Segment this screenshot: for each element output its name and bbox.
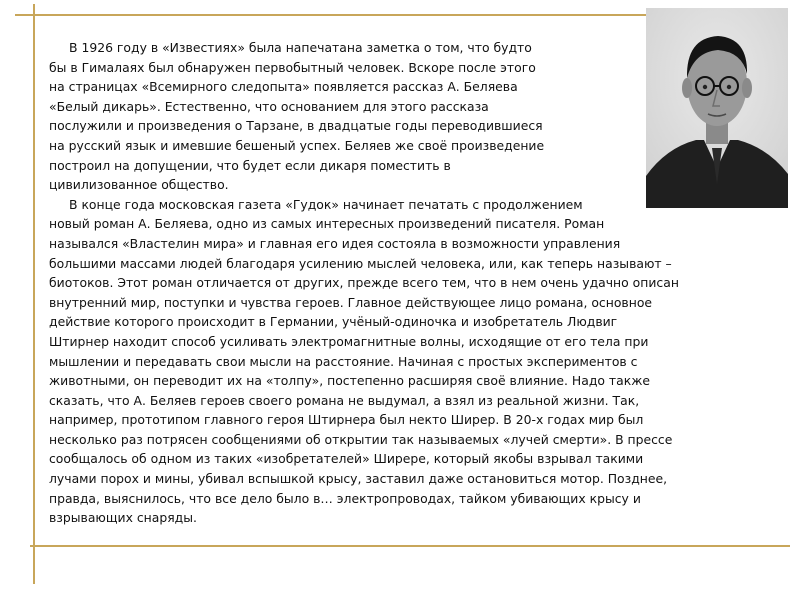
text-line: «Белый дикарь». Естественно, что основанием для этого рассказа bbox=[49, 98, 489, 114]
article-text bbox=[49, 38, 794, 528]
top-accent-rule bbox=[15, 14, 663, 16]
text-line: лучами порох и мины, убивал вспышкой крысу, заставил даже остановиться мотор. Позднее, bbox=[49, 471, 668, 487]
text-line: бы в Гималаях был обнаружен первобытный человек. Вскоре после этого bbox=[49, 59, 536, 75]
text-line: на русский язык и имевшие бешеный успех. Беляев же своё произведение bbox=[49, 137, 545, 153]
bottom-accent-rule bbox=[30, 545, 790, 547]
text-line: взрывающих снаряды. bbox=[49, 510, 197, 526]
text-line: В конце года московская газета «Гудок» начинает печатать с продолжением bbox=[69, 196, 583, 212]
text-line: построил на допущении, что будет если дикаря поместить в bbox=[49, 157, 451, 173]
text-line: внутренний мир, поступки и чувства героев. Главное действующее лицо романа, основное bbox=[49, 294, 653, 310]
text-line: правда, выяснилось, что все дело было в… электропроводах, тайком убивающих крысу и bbox=[49, 490, 641, 506]
text-line: Штирнер находит способ усиливать электромагнитные волны, исходящие от его тела при bbox=[49, 333, 649, 349]
text-line: новый роман А. Беляева, одно из самых интересных произведений писателя. Роман bbox=[49, 216, 605, 232]
text-line: сообщалось об одном из таких «изобретателей» Ширере, который якобы взрывал такими bbox=[49, 451, 644, 467]
text-line: В 1926 году в «Известиях» была напечатана заметка о том, что будто bbox=[69, 40, 532, 55]
text-line: несколько раз потрясен сообщениями об открытии так называемых «лучей смерти». В прессе bbox=[49, 431, 673, 447]
text-line: назывался «Властелин мира» и главная его идея состояла в возможности управления bbox=[49, 235, 621, 251]
text-line: цивилизованное общество. bbox=[49, 177, 229, 193]
text-line: биотоков. Этот роман отличается от других, прежде всего тем, что в нем очень удачно описан bbox=[49, 275, 679, 291]
text-line: послужили и произведения о Тарзане, в двадцатые годы переводившиеся bbox=[49, 118, 543, 134]
text-line: на страницах «Всемирного следопыта» появляется рассказ А. Беляева bbox=[49, 79, 518, 95]
text-line: например, прототипом главного героя Штирнера был некто Ширер. В 20-х годах мир был bbox=[49, 412, 644, 428]
left-accent-rule bbox=[33, 4, 35, 584]
text-line: большими массами людей благодаря усилению мыслей человека, или, как теперь называют – bbox=[49, 255, 672, 271]
text-line: мышлении и передавать свои мысли на расстояние. Начиная с простых экспериментов с bbox=[49, 353, 638, 369]
text-line: сказать, что А. Беляев героев своего романа не выдумал, а взял из реальной жизни. Так, bbox=[49, 392, 640, 408]
text-line: животными, он переводит их на «толпу», постепенно расширяя своё влияние. Надо также bbox=[49, 373, 650, 389]
text-line: действие которого происходит в Германии, учёный-одиночка и изобретатель Людвиг bbox=[49, 314, 618, 330]
